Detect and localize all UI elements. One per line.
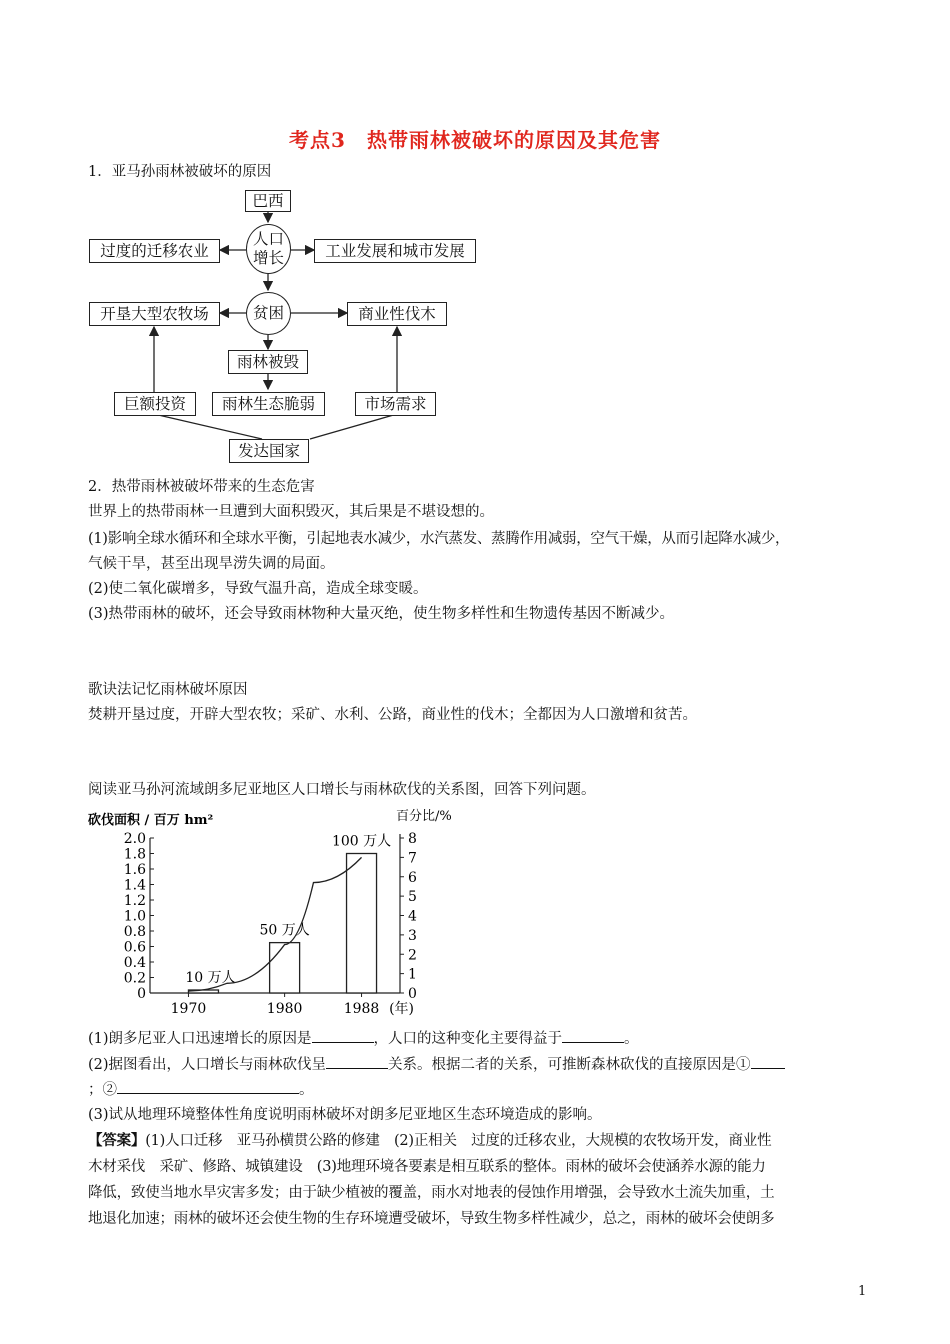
- chart-bar: [347, 854, 377, 994]
- q1-part-b: ，人口的这种变化主要得益于: [373, 1031, 563, 1047]
- q2-part-a: (2)据图看出，人口增长与雨林砍伐呈: [88, 1057, 327, 1073]
- chart-right-tick-label: 3: [408, 927, 417, 944]
- q1-part-c: 。: [624, 1031, 639, 1047]
- chart-bar-label: 50 万人: [259, 922, 310, 939]
- chart-left-axis-title: 砍伐面积 / 百万 hm²: [88, 813, 214, 828]
- chart-left-tick-label: 1.0: [123, 908, 146, 925]
- chart-left-tick-label: 0.4: [123, 955, 146, 971]
- answer-line-1: [88, 1129, 771, 1150]
- chart-left-tick-label: 2.0: [123, 831, 146, 847]
- paragraph-1a: (1)影响全球水循环和全球水平衡，引起地表水减少，水汽蒸发、蒸腾作用减弱，空气干燥，从而引起降水减少，: [88, 531, 790, 547]
- node-brazil: 巴西: [245, 190, 291, 212]
- node-developed-countries: 发达国家: [229, 439, 309, 463]
- node-ranch: 开垦大型农牧场: [89, 302, 220, 326]
- chart-x-unit: (年): [389, 1001, 415, 1017]
- population-deforestation-chart: [80, 800, 460, 1022]
- chart-right-tick-label: 5: [408, 889, 417, 906]
- paragraph-2: (2)使二氧化碳增多，导致气温升高，造成全球变暖。: [88, 581, 428, 597]
- section-heading-1: 1．亚马孙雨林被破坏的原因: [88, 164, 272, 180]
- node-population-line1: 人口: [252, 230, 284, 248]
- page-number: 1: [858, 1284, 867, 1299]
- answer-text-1: (1)人口迁移 亚马孙横贯公路的修建 (2)正相关 过度的迁移农业，大规模的农牧场开发，商业性: [145, 1133, 772, 1149]
- question-2: [88, 1053, 785, 1074]
- chart-bar-label: 100 万人: [331, 833, 392, 850]
- q1-blank-1[interactable]: [312, 1030, 374, 1043]
- node-commercial-logging: 商业性伐木: [347, 302, 447, 326]
- q2-blank-2[interactable]: [751, 1056, 785, 1069]
- chart-left-tick-label: 1.6: [123, 862, 146, 878]
- mnemonic-text: 焚耕开垦过度，开辟大型农牧；采矿、水利、公路，商业性的伐木；全都因为人口激增和贫苦。: [88, 707, 697, 723]
- answer-line-3: 降低，致使当地水旱灾害多发；由于缺少植被的覆盖，雨水对地表的侵蚀作用增强，会导致水土流失加重，土: [88, 1185, 775, 1201]
- chart-x-tick-label: 1980: [266, 1001, 303, 1017]
- node-fragile-ecology: 雨林生态脆弱: [212, 392, 325, 416]
- chart-x-tick-label: 1970: [170, 1001, 207, 1017]
- chart-right-tick-label: 4: [408, 908, 417, 925]
- chart-left-tick-label: 1.8: [123, 846, 146, 863]
- answer-line-4: 地退化加速；雨林的破坏还会使生物的生存环境遭受破坏，导致生物多样性减少，总之，雨林的破坏会使朗多: [88, 1211, 775, 1227]
- node-population-line2: 增长: [252, 249, 284, 267]
- paragraph-intro: 世界上的热带雨林一旦遭到大面积毁灭，其后果是不堪设想的。: [88, 504, 494, 520]
- q1-part-a: (1)朗多尼亚人口迅速增长的原因是: [88, 1031, 312, 1047]
- question-2-cont: [88, 1078, 314, 1099]
- paragraph-3: (3)热带雨林的破坏，还会导致雨林物种大量灭绝，使生物多样性和生物遗传基因不断减少。: [88, 606, 675, 622]
- q2-blank-3[interactable]: [117, 1081, 299, 1094]
- q2-blank-1[interactable]: [326, 1056, 388, 1069]
- chart-right-axis-title: 百分比/%: [396, 809, 452, 824]
- chart-left-tick-label: 1.4: [123, 877, 146, 894]
- mnemonic-title: 歌诀法记忆雨林破坏原因: [88, 682, 248, 698]
- chart-right-tick-label: 0: [408, 986, 417, 1002]
- node-market-demand: 市场需求: [355, 392, 436, 416]
- node-population-growth: [246, 224, 291, 274]
- node-forest-destroyed: 雨林被毁: [228, 350, 308, 374]
- chart-left-tick-label: 1.2: [123, 893, 146, 909]
- question-1: [88, 1027, 639, 1048]
- section-heading-2: 2．热带雨林被破坏带来的生态危害: [88, 479, 315, 495]
- question-3: (3)试从地理环境整体性角度说明雨林破坏对朗多尼亚地区生态环境造成的影响。: [88, 1107, 602, 1123]
- q2-part-d: 。: [299, 1082, 314, 1098]
- chart-bar: [270, 943, 300, 993]
- node-industry-urban: 工业发展和城市发展: [314, 239, 476, 263]
- page-title: 考点3 热带雨林被破坏的原因及其危害: [289, 128, 661, 152]
- node-poverty: 贫困: [246, 292, 291, 335]
- chart-left-tick-label: 0: [137, 986, 146, 1002]
- q2-part-b: 关系。根据二者的关系，可推断森林砍伐的直接原因是①: [388, 1057, 751, 1073]
- chart-left-tick-label: 0.8: [123, 924, 146, 940]
- answer-tag: 【答案】: [88, 1132, 146, 1149]
- q2-part-c: ；②: [88, 1082, 117, 1098]
- paragraph-1b: 气候干旱，甚至出现旱涝失调的局面。: [88, 556, 335, 572]
- chart-right-tick-label: 6: [408, 869, 417, 886]
- chart-bar-label: 10 万人: [185, 970, 236, 986]
- chart-left-tick-label: 0.6: [123, 939, 146, 956]
- chart-right-tick-label: 8: [408, 831, 417, 847]
- chart-left-tick-label: 0.2: [123, 970, 146, 987]
- node-migratory-agriculture: 过度的迁移农业: [89, 239, 220, 263]
- chart-x-tick-label: 1988: [343, 1001, 380, 1017]
- q1-blank-2[interactable]: [562, 1030, 624, 1043]
- node-investment: 巨额投资: [114, 392, 196, 416]
- chart-right-tick-label: 1: [408, 966, 417, 983]
- chart-right-tick-label: 7: [408, 850, 417, 867]
- chart-right-tick-label: 2: [408, 947, 417, 964]
- question-intro: 阅读亚马孙河流域朗多尼亚地区人口增长与雨林砍伐的关系图，回答下列问题。: [88, 782, 596, 798]
- answer-line-2: 木材采伐 采矿、修路、城镇建设 (3)地理环境各要素是相互联系的整体。雨林的破坏会使涵养水源的能力: [88, 1159, 766, 1175]
